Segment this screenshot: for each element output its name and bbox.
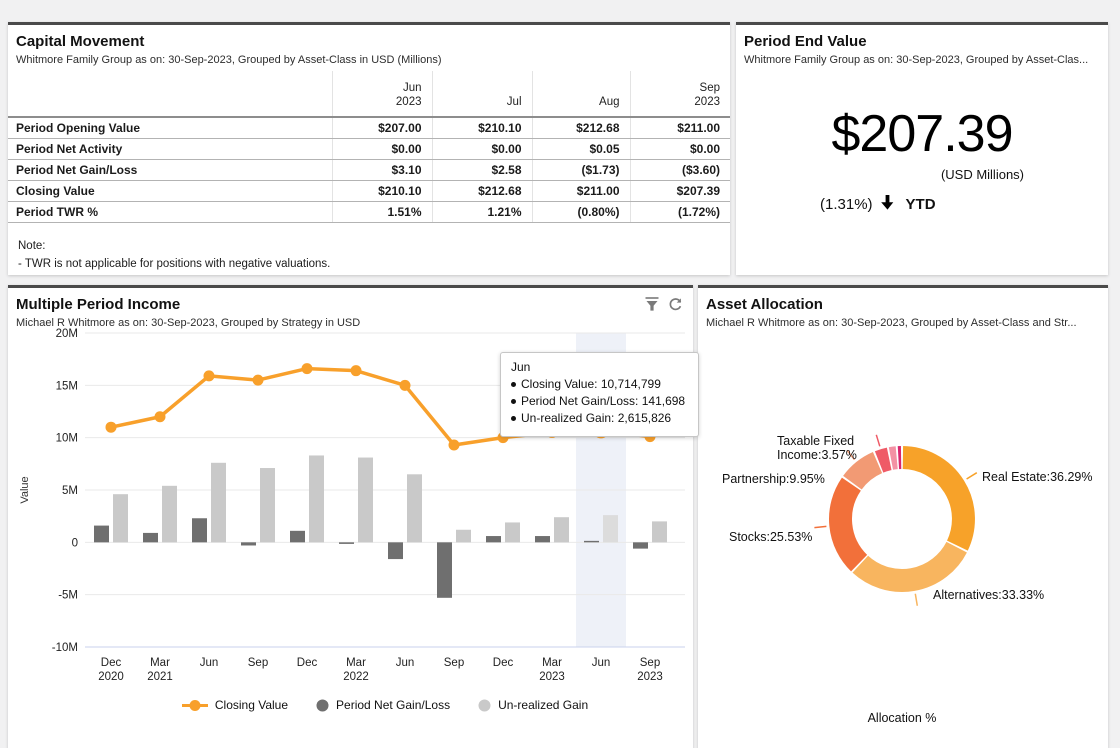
svg-text:Dec: Dec: [492, 657, 514, 669]
table-cell: ($3.60): [630, 160, 730, 181]
svg-text:5M: 5M: [62, 485, 78, 497]
dot-marker-icon: [478, 699, 491, 712]
chart-legend: [85, 698, 685, 712]
table-cell: $0.05: [532, 139, 630, 160]
donut-segment-label: Real Estate:36.29%: [982, 470, 1093, 484]
table-cell: $207.00: [332, 117, 432, 139]
column-header: Sep 2023: [630, 71, 730, 117]
table-row: [8, 181, 730, 202]
tooltip-row: Un-realized Gain: 2,615,826: [511, 410, 689, 427]
filter-icon[interactable]: [645, 297, 659, 312]
multiple-period-income-subtitle: Michael R Whitmore as on: 30-Sep-2023, Grouped by Strategy in USD: [16, 317, 361, 329]
svg-text:Sep: Sep: [443, 657, 465, 669]
svg-text:Sep: Sep: [639, 657, 661, 669]
svg-text:Mar: Mar: [346, 657, 366, 669]
allocation-donut-chart[interactable]: [698, 288, 1108, 748]
asset-allocation-card: [698, 285, 1108, 748]
table-cell: $2.58: [432, 160, 532, 181]
line-marker-icon: [182, 699, 208, 712]
svg-text:Dec: Dec: [296, 657, 318, 669]
svg-text:2020: 2020: [98, 671, 124, 683]
svg-text:15M: 15M: [55, 380, 78, 393]
legend-item[interactable]: [478, 698, 588, 712]
bullet-icon: [511, 416, 516, 421]
svg-text:Dec: Dec: [100, 657, 122, 669]
table-body: [8, 117, 730, 223]
tooltip-row: Period Net Gain/Loss: 141,698: [511, 393, 689, 410]
donut-segment-label: Stocks:25.53%: [729, 530, 813, 544]
asset-allocation-title: Asset Allocation: [706, 296, 823, 313]
table-cell: $0.00: [432, 139, 532, 160]
svg-text:Value: Value: [19, 476, 31, 504]
period-end-value-change: [820, 195, 1024, 214]
table-cell: $0.00: [630, 139, 730, 160]
table-cell: $211.00: [630, 117, 730, 139]
tooltip-title: Jun: [511, 360, 531, 374]
period-end-value-subtitle: Whitmore Family Group as on: 30-Sep-2023, Grouped by Asset-Clas...: [744, 54, 1089, 66]
table-cell: $210.10: [332, 181, 432, 202]
legend-item[interactable]: [316, 698, 450, 712]
donut-segment-label: Alternatives:33.33%: [933, 588, 1045, 602]
svg-text:Mar: Mar: [150, 657, 170, 669]
svg-text:2023: 2023: [539, 671, 565, 683]
svg-text:0: 0: [71, 537, 78, 550]
table-cell: $3.10: [332, 160, 432, 181]
row-label: Period Net Gain/Loss: [8, 160, 332, 181]
table-row: [8, 117, 730, 139]
capital-movement-table: [8, 71, 730, 223]
table-cell: (0.80%): [532, 202, 630, 223]
row-label: Period Opening Value: [8, 117, 332, 139]
table-note: [18, 237, 330, 273]
table-cell: ($1.73): [532, 160, 630, 181]
svg-text:Mar: Mar: [542, 657, 562, 669]
capital-movement-subtitle: Whitmore Family Group as on: 30-Sep-2023, Grouped by Asset-Class in USD (Millions): [16, 54, 442, 66]
chart-toolbar: [645, 297, 683, 312]
chart-tooltip: [500, 352, 699, 437]
note-label: Note:: [18, 240, 46, 252]
table-header: [8, 71, 730, 117]
refresh-icon[interactable]: [668, 297, 683, 312]
svg-text:Sep: Sep: [247, 657, 269, 669]
column-header: Jul: [432, 71, 532, 117]
bullet-icon: [511, 399, 516, 404]
row-label: Period Net Activity: [8, 139, 332, 160]
capital-movement-card: [8, 22, 730, 275]
legend-label: Period Net Gain/Loss: [336, 698, 451, 712]
column-header: Aug: [532, 71, 630, 117]
dot-marker-icon: [316, 699, 329, 712]
legend-label: Un-realized Gain: [498, 698, 589, 712]
legend-label: Closing Value: [214, 698, 289, 712]
svg-text:Jun: Jun: [395, 657, 415, 669]
column-header: Jun 2023: [332, 71, 432, 117]
multiple-period-income-card: [8, 285, 693, 748]
table-cell: $210.10: [432, 117, 532, 139]
svg-text:20M: 20M: [55, 328, 78, 340]
period-end-value-amount: $207.39: [831, 105, 1013, 163]
table-cell: $212.68: [432, 181, 532, 202]
svg-text:10M: 10M: [55, 432, 78, 445]
table-cell: 1.51%: [332, 202, 432, 223]
down-arrow-icon: [881, 195, 894, 214]
svg-text:2023: 2023: [637, 671, 663, 683]
row-label: Period TWR %: [8, 202, 332, 223]
svg-text:2022: 2022: [343, 671, 369, 683]
svg-text:Jun: Jun: [591, 657, 611, 669]
table-row: [8, 202, 730, 223]
change-percent: (1.31%): [820, 196, 873, 213]
table-row: [8, 139, 730, 160]
period-end-value-unit: (USD Millions): [940, 167, 1024, 182]
table-row: [8, 160, 730, 181]
table-cell: $211.00: [532, 181, 630, 202]
donut-segment-label: Taxable Fixed Income:3.57%: [777, 434, 857, 462]
svg-text:2021: 2021: [147, 671, 173, 683]
capital-movement-title: Capital Movement: [16, 33, 145, 50]
svg-text:Jun: Jun: [199, 657, 219, 669]
svg-text:-5M: -5M: [58, 589, 78, 602]
table-cell: $207.39: [630, 181, 730, 202]
period-label: YTD: [905, 196, 936, 213]
table-cell: 1.21%: [432, 202, 532, 223]
row-label: Closing Value: [8, 181, 332, 202]
table-cell: $0.00: [332, 139, 432, 160]
period-end-value-card: [736, 22, 1108, 275]
svg-text:-10M: -10M: [51, 642, 78, 654]
tooltip-row: Closing Value: 10,714,799: [511, 376, 689, 393]
period-end-value-block: [820, 105, 1024, 214]
period-end-value-title: Period End Value: [744, 33, 867, 50]
table-cell: (1.72%): [630, 202, 730, 223]
table-header-row: [8, 71, 730, 117]
multiple-period-income-title: Multiple Period Income: [16, 296, 181, 313]
legend-item[interactable]: [182, 698, 288, 712]
table-cell: $212.68: [532, 117, 630, 139]
allocation-axis-label: Allocation %: [867, 711, 937, 725]
bullet-icon: [511, 382, 516, 387]
asset-allocation-subtitle: Michael R Whitmore as on: 30-Sep-2023, Grouped by Asset-Class and Str...: [706, 317, 1077, 329]
note-text: - TWR is not applicable for positions with negative valuations.: [18, 258, 331, 270]
donut-segment-label: Partnership:9.95%: [722, 472, 825, 486]
